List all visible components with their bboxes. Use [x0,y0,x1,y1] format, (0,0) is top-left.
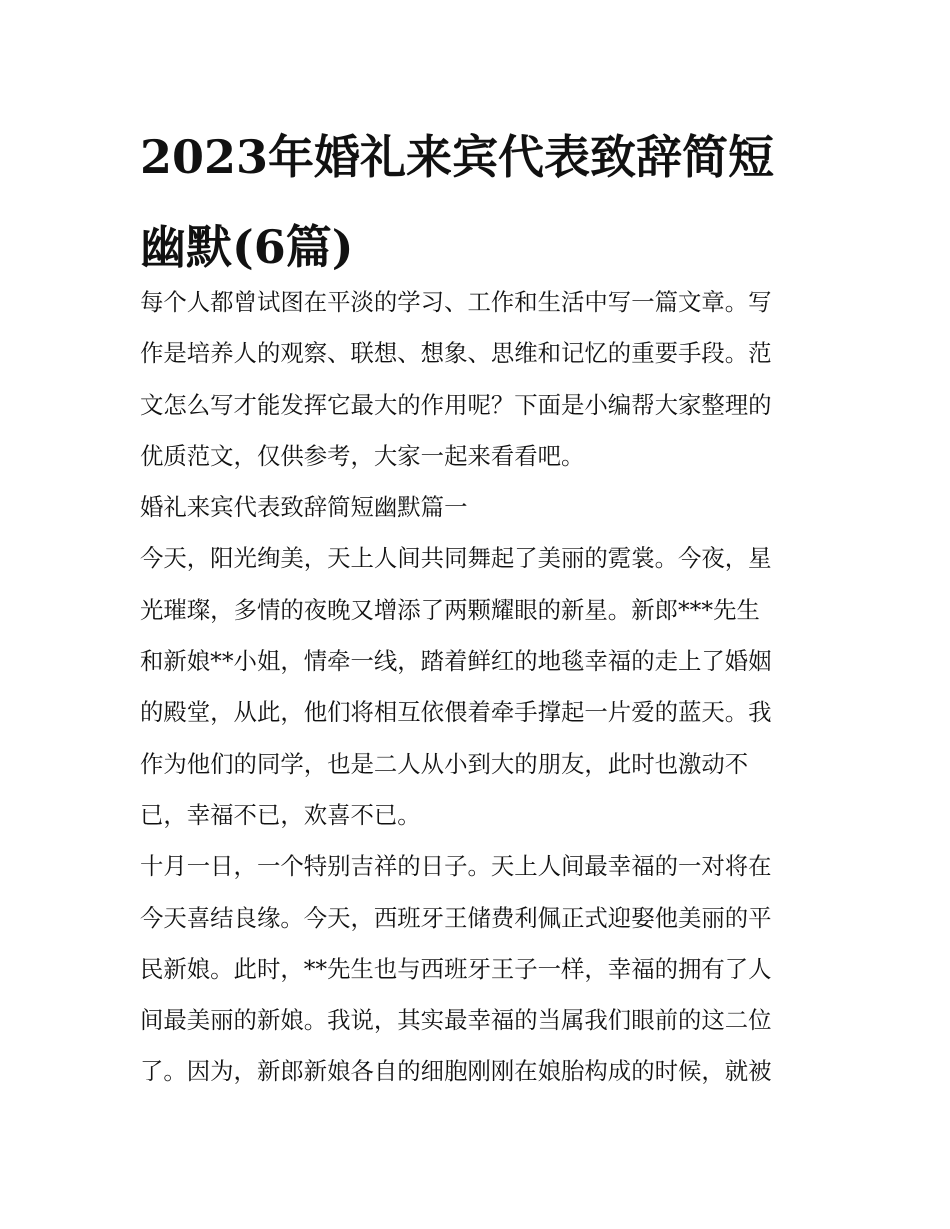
intro-line: 文怎么写才能发挥它最大的作用呢？下面是小编帮大家整理的 [140,390,772,419]
section-heading: 婚礼来宾代表致辞简短幽默篇一 [140,493,468,522]
body-line: 今天，阳光绚美，天上人间共同舞起了美丽的霓裳。今夜，星 [140,544,772,573]
body-line: 已，幸福不已，欢喜不已。 [140,800,421,829]
body-line: 作为他们的同学，也是二人从小到大的朋友，此时也激动不 [140,749,749,778]
title-line-1: 2023年婚礼来宾代表致辞简短 [140,130,775,184]
intro-line: 每个人都曾试图在平淡的学习、工作和生活中写一篇文章。写 [140,288,772,316]
body-line: 了。因为，新郎新娘各自的细胞刚刚在娘胎构成的时候，就被 [140,1057,772,1086]
body-line: 光璀璨，多情的夜晚又增添了两颗耀眼的新星。新郎***先生 [140,595,760,624]
body-line: 的殿堂，从此，他们将相互依偎着牵手撑起一片爱的蓝天。我 [140,698,772,727]
intro-line: 作是培养人的观察、联想、想象、思维和记忆的重要手段。范 [140,339,772,368]
title-line-2: 幽默(6篇) [140,220,354,274]
intro-line: 优质范文，仅供参考，大家一起来看看吧。 [140,441,585,470]
body-line: 间最美丽的新娘。我说，其实最幸福的当属我们眼前的这二位 [140,1006,772,1035]
body-line: 十月一日，一个特别吉祥的日子。天上人间最幸福的一对将在 [140,852,772,881]
body-line: 民新娘。此时，**先生也与西班牙王子一样，幸福的拥有了人 [140,954,772,983]
body-line: 和新娘**小姐，情牵一线，踏着鲜红的地毯幸福的走上了婚姻 [140,647,772,676]
document-title [140,112,820,292]
body-line: 今天喜结良缘。今天，西班牙王储费利佩正式迎娶他美丽的平 [140,903,772,932]
document-body [140,277,812,1098]
